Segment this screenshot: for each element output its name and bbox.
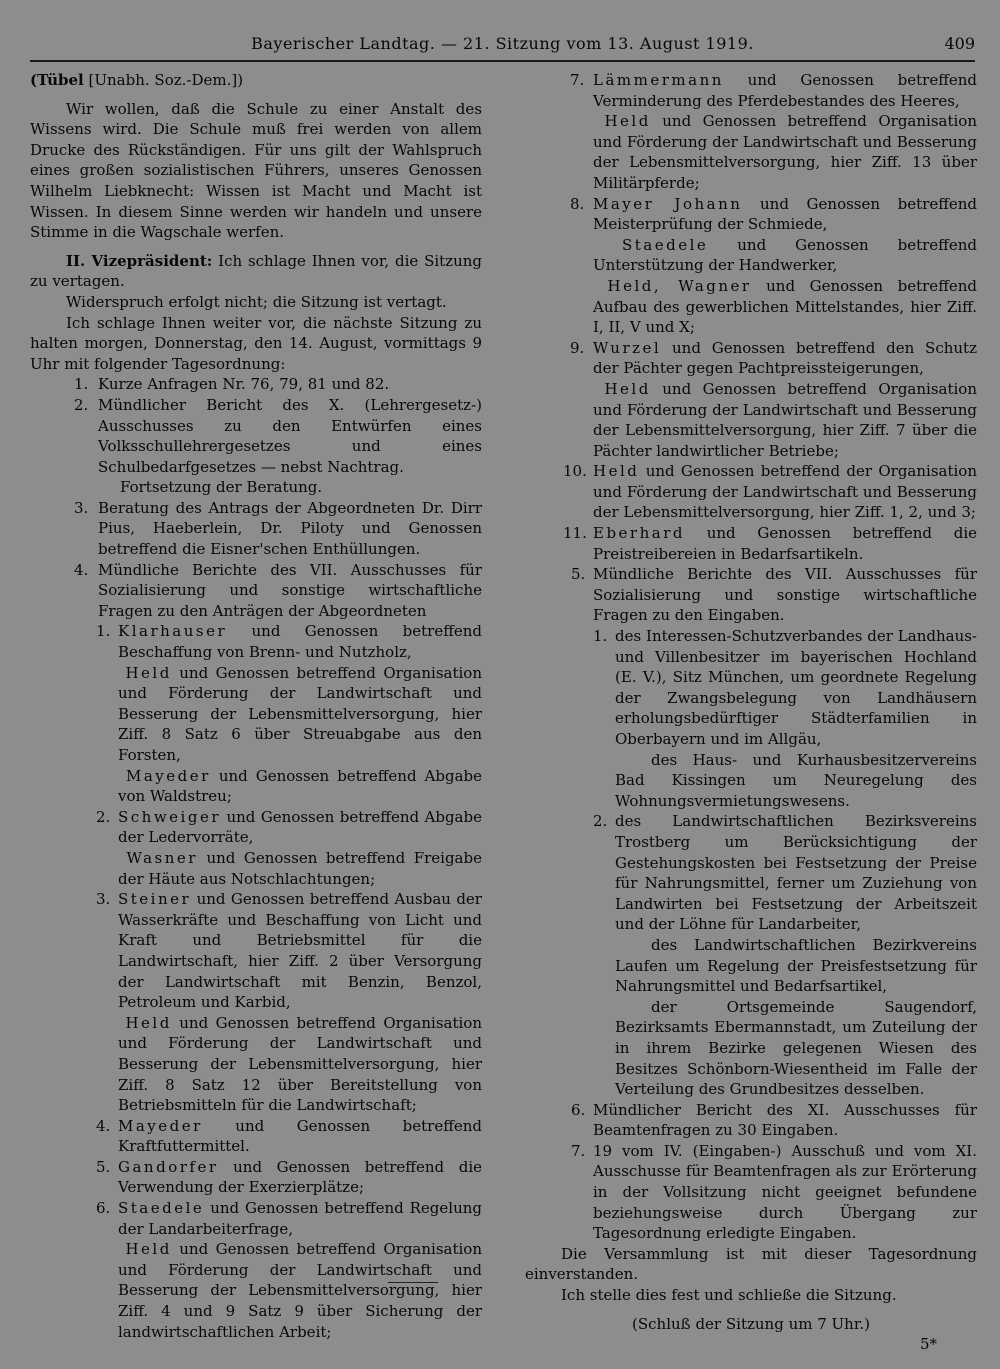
page-header: [30, 34, 975, 62]
item-text: Beratung des Antrags der Abgeordneten Dr. Dirr Pius, Haeberlein, Dr. Piloty und Genossen betreffend die Eisner'schen Enthüllungen.: [98, 498, 482, 559]
item-number: 3.: [74, 498, 89, 517]
sub-para: des Haus- und Kurhausbesitzervereins Bad Kissingen um Neuregelung des Wohnungsvermietungswesens.: [615, 750, 977, 810]
item-text: 19 vom IV. (Eingaben-) Ausschuß und vom XI. Ausschusse für Beamtenfragen als zur Erörterung in der Vollsitzung nicht geeignet befundene beziehungsweise durch Übergang zur Tagesordnung erledigte Eingaben.: [593, 1141, 977, 1243]
item-text: Mündlicher Bericht des XI. Ausschusses für Beamtenfragen zu 30 Eingaben.: [593, 1100, 977, 1140]
deputy-name: Mayer Johann: [593, 194, 743, 213]
sub-para: der Ortsgemeinde Saugendorf, Bezirksamts Ebermannstadt, um Zuteilung der in ihrem Bezirke gelegenen Wiesen des Besitzes Schönborn-Wiesentheid im Falle der Verteilung des Grundbesitzes desselben.: [615, 997, 977, 1099]
sub-text: und Genossen betreffend Organisation und Förderung der Landwirtschaft und Besserung der Lebensmittelversorgung, hier Ziff. 8 Satz 6 über Streuabgabe aus den Forsten,: [118, 663, 482, 764]
sub-text: und Genossen betreffend die Verwendung der Exerzierplätze;: [118, 1157, 482, 1197]
sub-item-5: [30, 1157, 482, 1198]
sub-text: und Genossen betreffend Ausbau der Wasserkräfte und Beschaffung von Licht und Kraft und Betriebsmittel für die Landwirtschaft, hier Ziff. 2 über Versorgung der Landwirtschaft mit Benzin, Benzol, Petroleum und Karbid,: [118, 890, 482, 1012]
sub-number: 11.: [563, 524, 587, 543]
item-number: 5.: [571, 565, 586, 584]
sub-number: 2.: [96, 807, 111, 826]
deputy-name: Held: [125, 1013, 172, 1032]
sub-para: [593, 276, 977, 338]
deputy-name: Held: [604, 379, 651, 398]
sub-text: des Landwirtschaftlichen Bezirksvereins Trostberg um Berücksichtigung der Gestehungskosten bei Festsetzung der Preise für Nahrungsmittel, ferner um Zuziehung von Landwirten bei Festsetzung der Arbeitszeit und der Löhne für Landarbeiter,: [615, 812, 977, 934]
item-text: Mündliche Berichte des VII. Ausschusses für Sozialisierung und sonstige wirtschaftliche Fragen zu den Anträgen der Abgeordneten: [98, 560, 482, 620]
agenda-item-7: [525, 1141, 977, 1244]
sub-text: und Genossen betreffend die Preistreibereien in Bedarfsartikeln.: [593, 524, 977, 563]
item-number: 4.: [74, 560, 89, 579]
sub-number: 4.: [96, 1116, 111, 1135]
sub-number: 5.: [96, 1157, 111, 1176]
signature-mark: 5*: [919, 1335, 937, 1354]
sub-para: [593, 379, 977, 461]
sub-text: und Genossen betreffend Organisation und Förderung der Landwirtschaft und Besserung der Lebensmittelversorgung, hier Ziff. 13 über Militärpferde;: [593, 112, 977, 192]
sub-number: 2.: [593, 812, 608, 831]
agenda-item-3: [30, 498, 482, 560]
sub-item-10: [525, 461, 977, 523]
sub-number: 1.: [593, 627, 608, 646]
sub-para: [118, 1013, 482, 1116]
sub-number: 10.: [563, 462, 587, 481]
speaker-party: [Unabh. Soz.-Dem.]): [88, 71, 244, 89]
sub-text: und Genossen betreffend Organisation und Förderung der Landwirtschaft und Besserung der Lebensmittelversorgung, hier Ziff. 8 Satz 12 über Bereitstellung von Betriebsmitteln für die Landwirtschaft;: [118, 1013, 482, 1115]
deputy-name: Steiner: [118, 890, 192, 909]
sub-item-11: [525, 523, 977, 564]
sub-item-4: [30, 1116, 482, 1157]
sub-para: [593, 111, 977, 193]
page-number: 409: [944, 34, 975, 53]
item-text: Mündlicher Bericht des X. (Lehrergesetz-) Ausschusses zu den Entwürfen eines Volksschullehrergesetzes und eines Schulbedarfgesetzes — nebst Nachtrag.: [98, 395, 482, 476]
sub-text: und Genossen betreffend den Schutz der Pächter gegen Pachtpreissteigerungen,: [593, 338, 977, 378]
speech-paragraph: Wir wollen, daß die Schule zu einer Anstalt des Wissens wird. Die Schule muß frei werden von allem Drucke des Rückständigen. Für uns gilt der Wahlspruch eines großen sozialistischen Führers, unseres Genossen Wilhelm Liebknecht: Wissen ist Macht und Macht ist Wissen. In diesem Sinne werden wir handeln und unsere Stimme in die Wagschale werfen.: [30, 99, 482, 242]
sub-para: des Landwirtschaftlichen Bezirkvereins Laufen um Regelung der Preisfestsetzung für Nahrungsmittel und Bedarfsartikel,: [615, 935, 977, 996]
item-number: 2.: [74, 395, 89, 414]
sub-para: [118, 848, 482, 889]
item-number: 7.: [571, 1141, 586, 1160]
closing-time: (Schluß der Sitzung um 7 Uhr.): [632, 1314, 870, 1333]
speaker-name: (Tübel: [30, 71, 84, 89]
deputy-name: Staedele: [621, 235, 709, 254]
deputy-name: Wasner: [126, 848, 198, 867]
deputy-name: Held: [604, 112, 651, 131]
closing-statement: Ich stelle dies fest und schließe die Sitzung.: [561, 1286, 897, 1305]
item-continuation: Fortsetzung der Beratung.: [120, 478, 323, 497]
speaker-line: [30, 70, 482, 91]
agenda-item-6: [525, 1100, 977, 1141]
sub-text: und Genossen betreffend Regelung der Landarbeiterfrage,: [118, 1199, 482, 1238]
sub-number: 6.: [96, 1199, 111, 1218]
deputy-name: Klarhauser: [118, 622, 228, 641]
sub-text: und Genossen betreffend der Organisation und Förderung der Landwirtschaft und Besserung der Lebensmittelversorgung, hier Ziff. 1, 2, und 3;: [593, 462, 977, 522]
deputy-name: Held, Wagner: [607, 276, 752, 295]
sub-text: des Interessen-Schutzverbandes der Landhaus- und Villenbesitzer im bayerischen Hochland (E. V.), Sitz München, um geordnete Regelung der Zwangsbelegung von Landhäusern erholungsbedürftiger Städterfamilien in Oberbayern und im Allgäu,: [615, 627, 977, 748]
sub-text: und Genossen betreffend Organisation und Förderung der Landwirtschaft und Besserung der Lebensmittelversorgung, hier Ziff. 4 und 9 Satz 9 über Sicherung der landwirtschaftlichen Arbeit;: [118, 1240, 482, 1341]
deputy-name: Wurzel: [593, 338, 662, 357]
deputy-name: Staedele: [118, 1199, 205, 1218]
sub-item-1: [30, 621, 482, 806]
deputy-name: Gandorfer: [118, 1157, 219, 1176]
agenda-item-1: [30, 374, 482, 395]
deputy-name: Lämmermann: [593, 71, 724, 89]
sub-item-8: [525, 194, 977, 338]
agenda-item-2: [30, 395, 482, 477]
deputy-name: Mayeder: [126, 766, 211, 785]
sub-number: 7.: [570, 71, 585, 89]
sub-para: [30, 663, 482, 766]
item-text: Kurze Anfragen Nr. 76, 79, 81 und 82.: [98, 375, 390, 394]
sub-item-3: [30, 889, 482, 1116]
deputy-name: Eberhard: [593, 524, 685, 543]
sub-para: [30, 766, 482, 807]
vice-president-label: II. Vizepräsident:: [66, 251, 213, 270]
sub-number: 3.: [96, 890, 111, 909]
running-title: Bayerischer Landtag. — 21. Sitzung vom 13. August 1919.: [251, 34, 754, 53]
bottom-rule: [388, 1282, 438, 1283]
deputy-name: Held: [125, 663, 172, 682]
deputy-name: Schweiger: [118, 807, 222, 826]
sub-text: und Genossen betreffend Unterstützung der Handwerker,: [593, 235, 977, 275]
sub-number: 8.: [570, 194, 585, 213]
sub-text: und Genossen betreffend Beschaffung von Brenn- und Nutzholz,: [118, 622, 482, 662]
left-column: [30, 70, 482, 1342]
sub-para: [118, 1239, 482, 1342]
sub-text: und Genossen betreffend Kraftfuttermittel.: [118, 1116, 482, 1156]
sub-text: und Genossen betreffend Verminderung des Pferdebestandes des Heeres,: [593, 71, 977, 110]
agenda-item-4: [30, 560, 482, 622]
sub-item-2: [30, 807, 482, 889]
sub-para: [593, 235, 977, 276]
item-text: Mündliche Berichte des VII. Ausschusses für Sozialisierung und sonstige wirtschaftliche Fragen zu den Eingaben.: [593, 565, 977, 625]
deputy-name: Mayeder: [118, 1116, 203, 1135]
vice-president-paragraph: [30, 251, 482, 292]
deputy-name: Held: [593, 462, 640, 481]
sub-number: 1.: [96, 622, 111, 641]
sub-item-7: [525, 70, 977, 194]
sub-item-9: [525, 338, 977, 462]
assembly-agreement: Die Versammlung ist mit dieser Tagesordnung einverstanden.: [525, 1244, 977, 1284]
adjourn-paragraph: Widerspruch erfolgt nicht; die Sitzung ist vertagt.: [66, 292, 447, 311]
sub-text: und Genossen betreffend Abgabe von Waldstreu;: [118, 766, 482, 806]
deputy-name: Held: [125, 1240, 172, 1259]
petition-2: [525, 811, 977, 1099]
petition-1: [525, 626, 977, 811]
agenda-item-5: [525, 564, 977, 626]
sub-text: und Genossen betreffend Organisation und Förderung der Landwirtschaft und Besserung der Lebensmittelversorgung, hier Ziff. 7 über die Pächter landwirtlicher Betriebe;: [593, 379, 977, 460]
sub-text: und Genossen betreffend Aufbau des gewerblichen Mittelstandes, hier Ziff. I, II, V und X;: [593, 276, 977, 337]
right-column: [525, 70, 977, 1355]
item-number: 1.: [74, 375, 89, 394]
sub-text: und Genossen betreffend Meisterprüfung der Schmiede,: [593, 194, 977, 234]
sub-item-6: [30, 1198, 482, 1342]
item-number: 6.: [571, 1100, 586, 1119]
vice-president-text: Ich schlage Ihnen vor, die Sitzung zu vertagen.: [30, 251, 482, 291]
sub-text: und Genossen betreffend Freigabe der Häute aus Notschlachtungen;: [118, 848, 482, 888]
sub-number: 9.: [570, 338, 585, 357]
agenda-intro: Ich schlage Ihnen weiter vor, die nächste Sitzung zu halten morgen, Donnerstag, den 14. August, vormittags 9 Uhr mit folgender Tagesordnung:: [30, 313, 482, 373]
sub-text: und Genossen betreffend Abgabe der Ledervorräte,: [118, 807, 482, 847]
